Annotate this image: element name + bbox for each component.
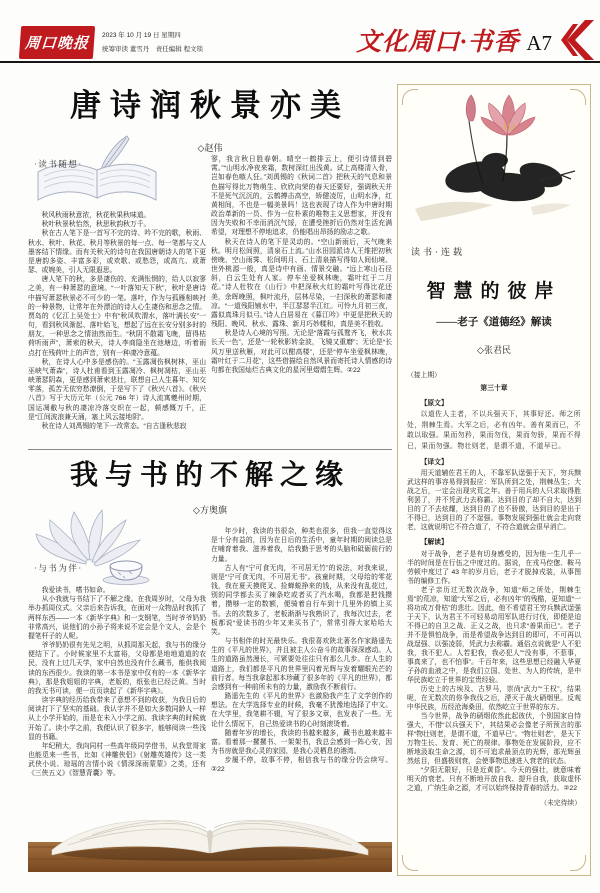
article-1-col-2: 寥，我言秋日胜春朝。晴空一鹤排云上，便引诗情到碧霄。”“山明水净夜来霜，数树深红出浅黄。试上高楼清入骨，岂如春色嗾人狂。”刘禹锡的《秋词二首》把秋天的气息和景色描写得比万物萌生、欣欣向荣的春天还要好，强调秋天并不是死气沉沉的，云鹤搏击高空，矫健凌厉，山明水净，红黄相间，不也是一幅美景吗！这也表现了诗人作为中唐时期政治革新的一员、作为一位朴素的唯物主义思想家，并没有因为失败和不幸而消沉气馁，在遭受挫折后仍然对生活充满希望，对理想不停地追求，仍能唱出昂扬的励志之歌。 秋天在诗人的笔下是灵动的。“空山新雨后，天气晚来秋。明月松间照，清泉石上流。”山水田园派诗人王维把初秋傍晚、空山雨霁、松间明月、石上清泉描写得如人间仙境、世外桃源一般，真是诗中有画、情景交融。“远上寒山石径斜，白云生处有人家。停车坐爱枫林晚，霜叶红于二月花。”诗人杜牧在《山行》中把深秋火红的霜叶写得比花还美，余晖晚照，枫叶流丹，层林尽染，一扫深秋的萧瑟和凄凉。“一道残阳铺水中，半江瑟瑟半江红。可怜九月初三夜，露似真珠月似弓。”诗人白居易在《暮江吟》中更是把秋天的残阳、晚风、秋水、露珠、新月巧妙糅和，真是美不胜收。 秋是诗人心境的写照。无论是“落霞与孤鹜齐飞，秋水共长天一色”，还是“一轮秋影转金波，飞镜又重磨”；无论是“长风万里送秋雁，对此可以酣高楼”，还是“停车坐爱枫林晚，霜叶红于二月花”，这些借描绘自然风景而寄托诗人情感的诗句都在我国灿烂古典文化的星河里熠熠生辉。②22 [211, 156, 392, 374]
article-2-col-1: 我爱读书，嗜书如命。 从小我就与书结下了不解之缘。在我周岁时，父母为我举办抓周仪式。父亲后来告诉我，在面对一众物品时我抓了两样东西——一本《新华字典》和一支钢笔，当时爷爷奶奶非常高兴，说他们的小孙子将来说不定会是个文人，会是个握笔杆子的人呢。 爷爷奶奶很有先见之明，从抓周那天起，我与书的缘分便结下了。小时候家里不太富裕，父母都是地地道道的农民，没有上过几天学，家中自然也没有什么藏书，能供我阅读的东西很少。我读的第一本书是家中仅有的一本《新华字典》，那是我姐姐的字典，老版的，纸张也已经泛黄。当时的我无书可读，便一页页读起了《新华字典》。 读字典的经历给我带来了意想不到的收获，为我日后的阅读打下了坚实的基础。我认字并不是如大多数同龄人一样从上小学开始的，而是在未入小学之前、我读字典的时候就开始了。读小学之前，我便认识了很多字，能够阅读一些浅显的书籍。 年纪稍大，我向同村一些高年级同学借书，从我堂哥家也能觅来一些书，比如《神雕侠侣》《射雕英雄传》这一类武侠小说、琼瑶的言情小说《情深深雨蒙蒙》之类，还有《三侠五义》《智慧背囊》等。 [28, 587, 206, 778]
article-2-col-2: 年少时，我读的书很杂，种类也很多，但我一直觉得这是十分有益的，因为在日后的生活中，童年时期的阅读总是在哺育着我、滋养着我，给我勤于思考的头脑和砥砺前行的力量。 古人有“宁可食无肉，不可居无竹”的说法，对我来说，则是“宁可食无肉，不可居无书”。孩童时期，父母给的零花钱，我在夏天摸爬叉、捡蝉蜕挣来的钱，从来没有乱花过，别的同学都去买了辣条吃或者买了汽水喝，我都是把钱攒着，攒够一定的数额，便骑着自行车到十几里外的镇上买书。去的次数多了，老板渐渐与我熟识了，我每次过去，老板都说“爱读书的少年又来买书了”，常常引得大家哈哈大笑。 与书相伴的时光最快乐。我很喜欢陕北著名作家路遥先生的《平凡的世界》，并且被主人公奋斗的故事深深感动。人生的道路虽然漫长，可紧要处往往只有那么几步。在人生的道路上，我们都是平凡的世界里闪着光辉与发着耀眼光芒的前行者。每当我拿起那本珍藏了很多年的《平凡的世界》，都会感到有一种前所未有的力量，激励我不断前行。 路遥先生的《平凡的世界》也激励我产生了文学创作的想法。在大学选择专业的时候，我毫不犹豫地选择了中文。在大学里，我笔耕不辍，写了很多文章，也发表了一些。无论什么情况下，自己热爱读书的心时刻滚烫着。 随着年岁的增长，我读的书越来越多，藏书也越来越丰富。看着那一摞摞书、一架架书，我总会感到一阵心安，因为书房就是我心灵的家园，是我心灵栖息的港湾。 步履不停，故事不停，相信我与书的缘分仍会续写。②22 [211, 528, 392, 774]
serial-title: 智慧的彼岸 [426, 281, 562, 302]
book-teacup-illustration [30, 506, 176, 586]
article-2-author: ◇方奥旗 [193, 505, 227, 515]
reading-notes-tag: ·读书随想· [34, 159, 83, 169]
article-1-col-1: 秋风秋雨秋意浓，秋花秋果秋味道。 秋叶秋景秋怡然，秋思秋韵秋万千。 秋在古人笔下是一首写不完的诗、吟不完的歌，秋雨、秋水、秋叶、秋花、秋月等秋景的每一点、每一笔都与文人墨客结下情缘。而有关秋天的诗句在我国唐朝诗人的笔下更是唐韵多姿、丰富多彩，或欢歌、或愁怨，或高亢、或萧瑟、或婉美，引人无限遐思。 唐人笔下的秋，多是凄伤的、充满怅惘的，给人以寂寥之美，有一种萧瑟的意境。“一叶落知天下秋”，秋叶是唐诗中描写萧瑟秋景必不可少的一笔。落叶，作为与孤雁相映衬的一种景物，让常年在外漂泊的诗人心生凄伤和思念之情。贾岛的《忆江上吴处士》中有“秋风吹渭水，落叶满长安”一句，看到秋风渐起、落叶始飞，想起了远在长安分别多时的朋友，一种思念之情油然而生。“秋阴不散霜飞晚，留得枯荷听雨声”，萧索的秋天，诗人李商隐坐在池塘边，听着雨点打在残荷叶上的声音，别有一种凄冷意蕴。 秋，在诗人心中多是感伤的。“玉露凋伤枫树林，巫山巫峡气萧森”，诗人杜甫看到玉露凋冷、枫树凋枯，巫山巫峡萧瑟阴森，更是感到萧索悲壮，联想自己人生暮年、知交零落，孤苦无依穷愁潦倒，于是写下了《秋兴八首》。《秋兴八首》写于大历元年（公元 766 年）诗人流寓夔州时期，国运凋敝与秋的凄凉冷落交织在一起，顿感慨万千，正是“江间波浪兼天涌，塞上风云接地阴”。 秋在诗人刘禹锡的笔下一改常态。“自古逢秋悲寂 [28, 212, 206, 430]
header-rule [0, 61, 600, 63]
lotus-ink-painting [411, 89, 577, 241]
article-2-title: 我与书的不解之缘 [69, 460, 350, 491]
article-1-title: 唐诗润秋景亦美 [70, 88, 350, 123]
red-chevron-icon [558, 19, 596, 61]
serial-body: （接上期） 第三十章 【原文】 以道佐人主者，不以兵强天下，其事好还。师之所处，荆棘生焉。大军之后，必有凶年。善有果而已，不敢以取强。果而勿矜，果而勿伐，果而勿骄，果而不得已，果而勿强。物壮则老，是谓不道，不道早已。 【译文】 用天道辅佐君王的人，不靠军队逞强于天下，穷兵黩武这样的事容易得到报应：军队所到之处，荆棘丛生；大战之后，一定会出现灾荒之年。善于用兵的人只求取得胜利罢了，并不凭武力去称霸。达到目的了却不自大，达到目的了不去炫耀，达到目的了也不骄傲，达到目的是出于不得已，达到目的了不逞强。事物发展到强壮就会走向衰老，这就说明它不符合道了，不符合道就会很早消亡。 【解读】 对于战争，老子是有切身感受的，因为他一生几乎一半的时间是在行伍之中度过的。据说，在戎马倥偬、鞍马劳顿中度过了 43 年的岁月后，老子才脱掉戎装，从事图书的编修工作。 老子亲历过无数次战争，知道“师之所处，荆棘生焉”的荒凉，知道“大军之后，必有凶年”的残酷，更知道“一将功成万骨枯”的悲壮。因此，他不希望君王穷兵黩武逞强于天下，认为君王不可轻易动用军队进行讨伐，即便是迫不得已的自卫之战、正义之战，也只求“善果而已”。老子并不是惧怕战争，而是希望战争达到目的即可，不可再以战逞强、以强凌弱，凭武力去称霸。通俗点说就是“人不犯我，我不犯人。人若犯我，我必犯人”“没有事，不惹事，事真来了，也不怕事”。千百年来，这些思想已经融入华夏子孙的血液之中，是我们立国、处世、为人的传统，是中华民族屹立于世界的宝贵经验。 历史上的古埃及、古罗马，崇尚“武力”“王权”，结果呢，在无数次的你争我伐之后，湮灭于战火硝烟里。反观中华民族，历经沧海桑田，依然屹立于世界的东方。 当今世界，战争的硝烟依然此起彼伏，个别国家自恃强大，不惜“以兵强天下”，其结果必会像老子所预言的那样“物壮则老，是谓不道，不道早已”。“物壮则老”，是天下万物生长、发育、死亡的规律。事物处在发展阶段，应不断地汲取生命之源，切不可追求最顶点的光辉，那光辉虽然炫目，但盛极则衰，会使事物迅速进入衰老的状态。 “夕阳无限好，只是近黄昏”。今天的强壮，就意味着明天的衰老。只有不断地开放自我、提升自我，获取虚怀之道，广纳生命之源，才可以始终保持青春的活力。②22 （未完待续） [407, 372, 581, 808]
credits-line: 统筹审读 董雪丹 责任编辑 程文琰 [102, 45, 204, 53]
book-quill-illustration [30, 132, 176, 208]
section-title: 文化周口·书香 [356, 29, 520, 56]
articles-divider [28, 449, 392, 450]
masthead-meta [102, 29, 203, 57]
date-line: 2023 年 10 月 19 日 星期四 [102, 32, 181, 39]
newspaper-logo: 周口晚报 [19, 26, 95, 59]
serial-subtitle: ——老子《道德经》解读 [436, 317, 552, 328]
book-companion-tag: ·与书为伴· [34, 563, 83, 573]
serial-author: ◇张君民 [477, 345, 511, 355]
section-header [356, 22, 552, 58]
article-1-author: ◇赵伟 [197, 143, 223, 153]
serial-section-tag: 读书·连载 [411, 247, 465, 257]
open-book-photo [28, 796, 392, 872]
page-number: A7 [526, 31, 552, 55]
serial-box [397, 84, 591, 876]
